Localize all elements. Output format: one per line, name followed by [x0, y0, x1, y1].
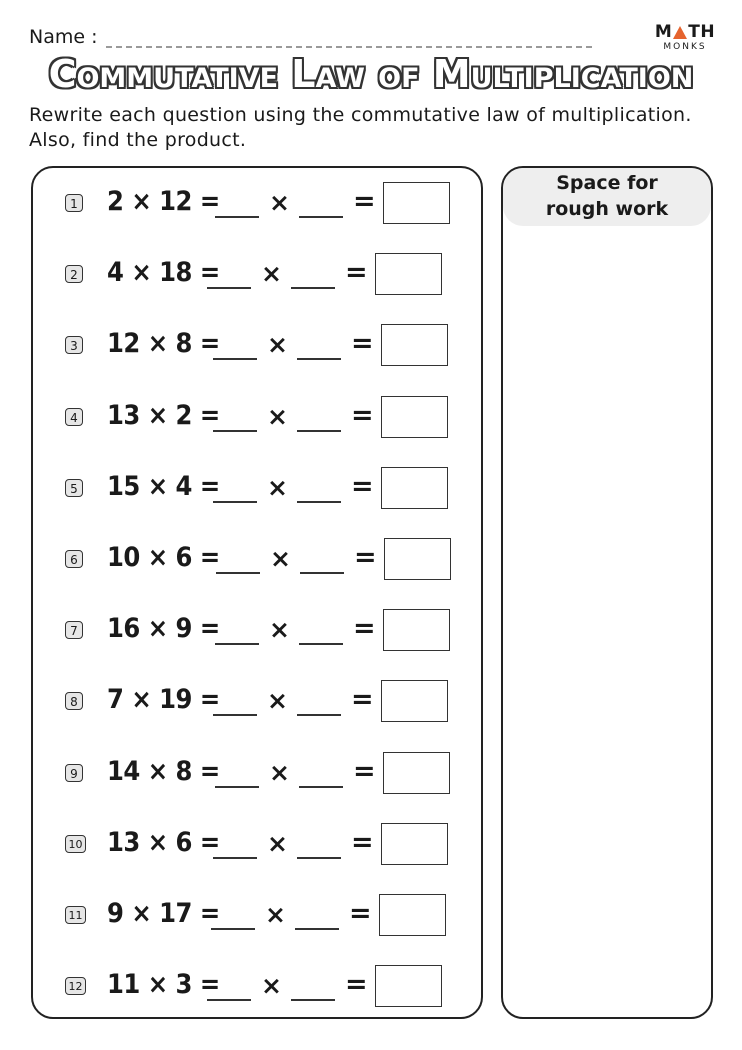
times-symbol: × — [267, 401, 288, 431]
first-factor-blank[interactable] — [215, 643, 259, 645]
first-factor-blank[interactable] — [216, 572, 260, 574]
logo-subtext: MONKS — [663, 42, 707, 52]
times-symbol: × — [261, 259, 282, 289]
first-factor-blank[interactable] — [213, 358, 257, 360]
name-input-line[interactable] — [106, 26, 592, 48]
question-expression: 10 × 6 = — [107, 542, 220, 573]
question-expression: 15 × 4 = — [107, 470, 220, 502]
question-number: 5 — [65, 479, 83, 497]
second-factor-blank[interactable] — [297, 430, 341, 432]
times-symbol: × — [269, 188, 290, 217]
question-row — [33, 823, 485, 867]
equals-symbol: = — [353, 613, 376, 645]
question-row — [33, 965, 485, 1009]
question-expression: 9 × 17 = — [107, 898, 220, 929]
question-expression: 2 × 12 = — [107, 186, 220, 217]
question-expression: 7 × 19 = — [107, 684, 220, 716]
first-factor-blank[interactable] — [211, 928, 255, 930]
second-factor-blank[interactable] — [297, 714, 341, 716]
math-monks-logo — [652, 24, 718, 52]
question-row — [33, 752, 485, 796]
question-number: 6 — [65, 550, 83, 568]
times-symbol: × — [265, 900, 286, 929]
equals-symbol: = — [351, 826, 374, 858]
question-number: 1 — [65, 194, 83, 212]
times-symbol: × — [267, 472, 288, 502]
equals-symbol: = — [351, 399, 374, 431]
equals-symbol: = — [349, 898, 372, 929]
name-field-row — [29, 26, 592, 48]
question-row — [33, 680, 485, 724]
question-row — [33, 538, 485, 582]
rough-work-line-1: Space for — [556, 172, 658, 194]
questions-panel — [31, 166, 483, 1019]
question-row — [33, 609, 485, 653]
first-factor-blank[interactable] — [215, 216, 259, 218]
question-expression: 4 × 18 = — [107, 257, 220, 289]
question-number: 12 — [65, 977, 86, 995]
question-row — [33, 396, 485, 440]
times-symbol: × — [261, 971, 282, 1001]
instructions-line-2: Also, find the product. — [29, 129, 247, 151]
product-answer-box[interactable] — [381, 823, 448, 865]
product-answer-box[interactable] — [381, 467, 448, 509]
times-symbol: × — [267, 828, 288, 858]
equals-symbol: = — [353, 755, 376, 787]
equals-symbol: = — [345, 257, 368, 289]
logo-triangle-icon — [673, 26, 687, 39]
first-factor-blank[interactable] — [215, 786, 259, 788]
question-number: 4 — [65, 408, 83, 426]
first-factor-blank[interactable] — [213, 857, 257, 859]
times-symbol: × — [269, 757, 290, 787]
times-symbol: × — [267, 330, 288, 360]
question-number: 2 — [65, 265, 83, 283]
product-answer-box[interactable] — [383, 752, 450, 794]
question-number: 8 — [65, 692, 83, 710]
first-factor-blank[interactable] — [207, 287, 251, 289]
second-factor-blank[interactable] — [297, 501, 341, 503]
question-number: 10 — [65, 835, 86, 853]
second-factor-blank[interactable] — [299, 216, 343, 218]
logo-text-left: M — [654, 22, 673, 42]
question-expression: 12 × 8 = — [107, 328, 220, 360]
product-answer-box[interactable] — [375, 965, 442, 1007]
equals-symbol: = — [351, 684, 374, 716]
rough-work-header — [503, 168, 711, 226]
question-expression: 13 × 6 = — [107, 826, 220, 858]
product-answer-box[interactable] — [383, 182, 450, 224]
question-expression: 14 × 8 = — [107, 755, 220, 787]
product-answer-box[interactable] — [383, 609, 450, 651]
question-row — [33, 894, 485, 938]
second-factor-blank[interactable] — [297, 358, 341, 360]
second-factor-blank[interactable] — [297, 857, 341, 859]
product-answer-box[interactable] — [379, 894, 446, 936]
first-factor-blank[interactable] — [213, 430, 257, 432]
name-label: Name : — [29, 26, 98, 48]
equals-symbol: = — [353, 186, 376, 217]
question-row — [33, 253, 485, 297]
product-answer-box[interactable] — [381, 324, 448, 366]
equals-symbol: = — [351, 328, 374, 360]
worksheet-title: Commutative Law of Multiplication — [48, 52, 694, 96]
second-factor-blank[interactable] — [291, 287, 335, 289]
question-number: 3 — [65, 336, 83, 354]
logo-text-right: TH — [688, 22, 716, 42]
rough-work-panel — [501, 166, 713, 1019]
question-expression: 13 × 2 = — [107, 399, 220, 431]
question-expression: 11 × 3 = — [107, 969, 220, 1001]
product-answer-box[interactable] — [381, 680, 448, 722]
equals-symbol: = — [354, 542, 377, 573]
instructions — [29, 103, 729, 153]
question-number: 9 — [65, 764, 83, 782]
first-factor-blank[interactable] — [207, 999, 251, 1001]
product-answer-box[interactable] — [384, 538, 451, 580]
question-expression: 16 × 9 = — [107, 613, 220, 645]
rough-work-line-2: rough work — [545, 198, 669, 220]
times-symbol: × — [269, 615, 290, 645]
equals-symbol: = — [345, 969, 368, 1001]
times-symbol: × — [270, 544, 291, 573]
product-answer-box[interactable] — [381, 396, 448, 438]
equals-symbol: = — [351, 470, 374, 502]
question-number: 11 — [65, 906, 86, 924]
product-answer-box[interactable] — [375, 253, 442, 295]
question-row — [33, 324, 485, 368]
second-factor-blank[interactable] — [299, 786, 343, 788]
times-symbol: × — [267, 686, 288, 716]
second-factor-blank[interactable] — [295, 928, 339, 930]
first-factor-blank[interactable] — [213, 501, 257, 503]
second-factor-blank[interactable] — [291, 999, 335, 1001]
instructions-line-1: Rewrite each question using the commutative law of multiplication. — [29, 104, 692, 126]
question-row — [33, 467, 485, 511]
first-factor-blank[interactable] — [213, 714, 257, 716]
question-number: 7 — [65, 621, 83, 639]
question-row — [33, 182, 485, 226]
second-factor-blank[interactable] — [300, 572, 344, 574]
second-factor-blank[interactable] — [299, 643, 343, 645]
